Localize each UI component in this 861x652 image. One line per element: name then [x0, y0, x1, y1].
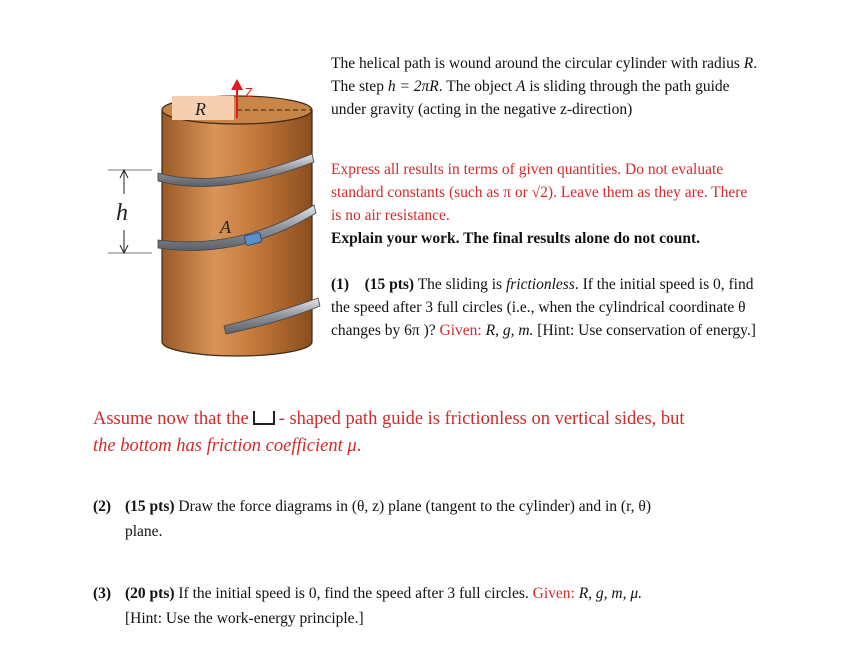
instructions-paragraph [331, 158, 761, 250]
cylinder-svg [100, 70, 325, 360]
intro-R: R [743, 55, 754, 72]
assume-text-4: . [356, 436, 362, 456]
q1-frictionless: frictionless [505, 276, 575, 293]
q1-given-values: R, g, m. [481, 322, 534, 339]
assume-mu: μ [347, 436, 357, 456]
h-label: h [116, 200, 128, 226]
q1-text-1: The sliding is [414, 276, 506, 293]
q2-number: (2) [93, 498, 112, 515]
question-2 [93, 494, 773, 544]
q3-points: (20 pts) [125, 585, 175, 602]
q2-line-1: Draw the force diagrams in (θ, z) plane (tangent to the cylinder) and in (r, θ) [174, 498, 651, 515]
q1-number: (1) [331, 276, 350, 293]
u-channel-icon [253, 411, 275, 425]
q1-points: (15 pts) [364, 276, 415, 293]
assume-text-3: the bottom has friction coefficient [93, 436, 348, 456]
q3-text-1: If the initial speed is 0, find the speed after 3 full circles. [174, 585, 533, 602]
intro-text-1: The helical path is wound around the circular cylinder with radius [331, 55, 744, 72]
intro-h-equation: h = 2πR [387, 78, 439, 95]
intro-paragraph [331, 52, 761, 121]
slider-label: A [220, 217, 231, 237]
intro-text-3: . The object [438, 78, 516, 95]
q1-given-label: Given: [439, 322, 482, 339]
q2-line-2: plane. [125, 523, 163, 540]
question-3 [93, 581, 773, 631]
q3-hint: [Hint: Use the work-energy principle.] [125, 610, 364, 627]
cylinder-body [162, 110, 312, 356]
q3-given-values: R, g, m, μ. [574, 585, 643, 602]
radius-label: R [195, 99, 206, 119]
intro-text-2: . The step [331, 55, 758, 95]
question-1 [331, 273, 761, 342]
z-axis-label: Z [245, 85, 253, 100]
z-axis-arrowhead [231, 79, 243, 90]
assume-text-1: Assume now that the [93, 409, 249, 429]
q1-text-2: . If the initial speed is 0, find the speed after 3 full circles (i.e., when the cylindrical coordinate θ changes by 6π )? [331, 276, 754, 339]
q3-number: (3) [93, 585, 112, 602]
intro-text-4: is sliding through the path guide under gravity (acting in the negative z-direction) [331, 78, 730, 118]
q2-points: (15 pts) [125, 498, 175, 515]
instructions-red-text: Express all results in terms of given quantities. Do not evaluate standard constants (such as π or √2). Leave them as they are. There is no air resistance. [331, 161, 748, 224]
assumption-paragraph [93, 406, 793, 460]
helix-cylinder-figure [100, 70, 325, 360]
instructions-bold-text: Explain your work. The final results alone do not count. [331, 230, 701, 247]
q1-hint: [Hint: Use conservation of energy.] [533, 322, 756, 339]
intro-A: A [515, 78, 526, 95]
assume-text-2: - shaped path guide is frictionless on vertical sides, but [278, 409, 685, 429]
q3-given-label: Given: [532, 585, 575, 602]
